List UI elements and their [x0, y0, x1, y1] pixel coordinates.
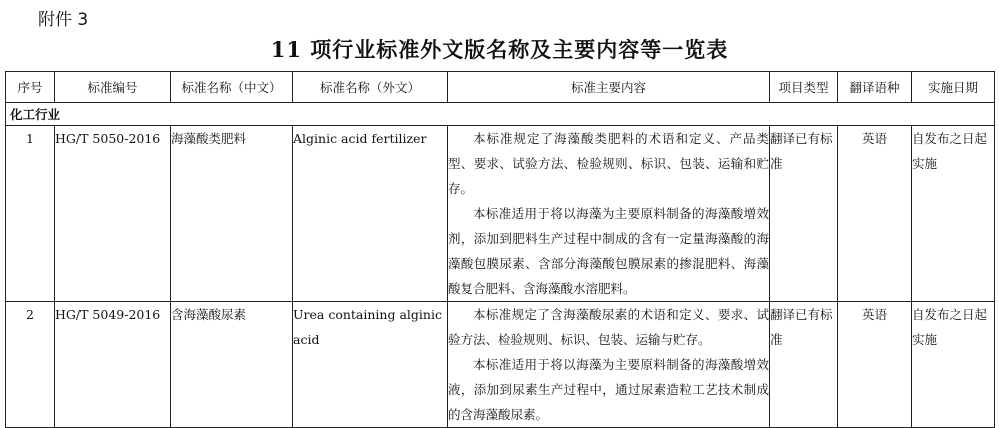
col-header-date: 实施日期 [912, 72, 995, 103]
col-header-code: 标准编号 [55, 72, 171, 103]
col-header-type: 项目类型 [770, 72, 838, 103]
content-paragraph: 本标准规定了海藻酸类肥料的术语和定义、产品类型、要求、试验方法、检验规则、标识、包装、运输和贮存。 [448, 131, 769, 196]
row-name-en: Urea containing alginic acid [293, 302, 448, 428]
row-type: 翻译已有标准 [770, 126, 838, 302]
content-paragraph: 本标准规定了含海藻酸尿素的术语和定义、要求、试验方法、检验规则、标识、包装、运输与贮存。 [448, 307, 769, 347]
section-row [6, 103, 995, 126]
table-row [6, 302, 995, 428]
row-date: 自发布之日起实施 [912, 302, 995, 428]
header-row [6, 72, 995, 103]
row-name-cn: 含海藻酸尿素 [171, 302, 293, 428]
col-header-no: 序号 [6, 72, 55, 103]
row-no: 1 [6, 126, 55, 302]
page-title: 11 项行业标准外文版名称及主要内容等一览表 [270, 37, 729, 62]
row-content [448, 126, 770, 302]
col-header-name-en: 标准名称（外文） [293, 72, 448, 103]
row-type: 翻译已有标准 [770, 302, 838, 428]
content-paragraph: 本标准适用于将以海藻为主要原料制备的海藻酸增效剂，添加到肥料生产过程中制成的含有一定量海藻酸的海藻酸包膜尿素、含部分海藻酸包膜尿素的掺混肥料、海藻酸复合肥料、含海藻酸水溶肥料。 [448, 206, 769, 296]
row-content [448, 302, 770, 428]
row-no: 2 [6, 302, 55, 428]
col-header-content: 标准主要内容 [448, 72, 770, 103]
section-label: 化工行业 [6, 103, 995, 126]
row-name-en: Alginic acid fertilizer [293, 126, 448, 302]
col-header-name-cn: 标准名称（中文） [171, 72, 293, 103]
standards-table [5, 71, 995, 428]
row-code: HG/T 5050-2016 [55, 126, 171, 302]
row-lang: 英语 [838, 126, 912, 302]
col-header-lang: 翻译语种 [838, 72, 912, 103]
attachment-label: 附件 3 [38, 10, 89, 30]
content-paragraph: 本标准适用于将以海藻为主要原料制备的海藻酸增效液，添加到尿素生产过程中，通过尿素造粒工艺技术制成的含海藻酸尿素。 [448, 357, 769, 422]
row-code: HG/T 5049-2016 [55, 302, 171, 428]
table-row [6, 126, 995, 302]
row-date: 自发布之日起实施 [912, 126, 995, 302]
row-name-cn: 海藻酸类肥料 [171, 126, 293, 302]
row-lang: 英语 [838, 302, 912, 428]
